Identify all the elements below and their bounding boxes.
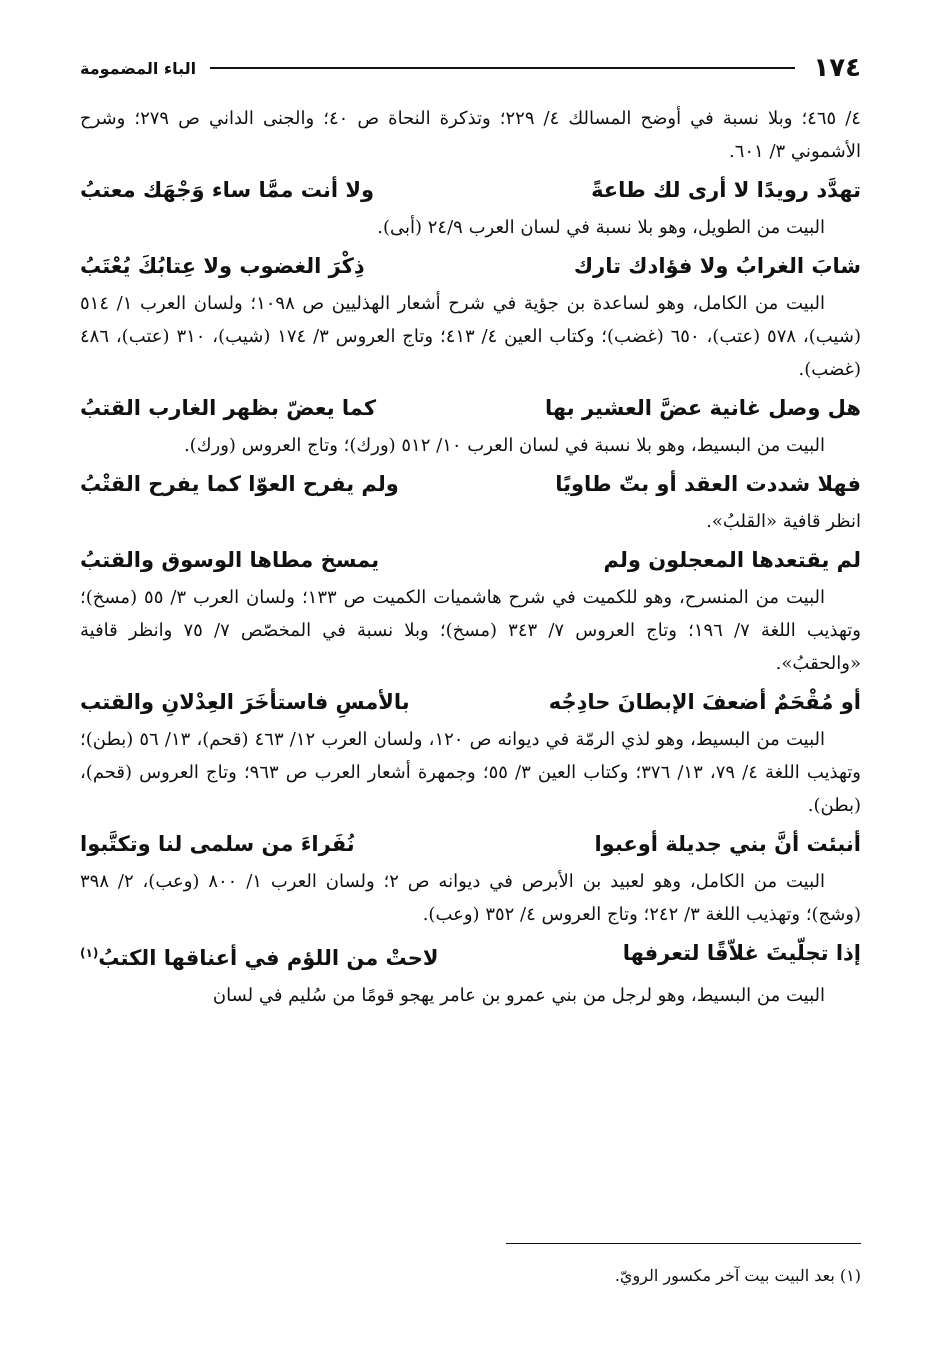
verse-first-text: إذا تجلّيتَ غلاّقًا لتعرفها [622, 941, 861, 965]
verse-first-hemistich: هل وصل غانية عضَّ العشير بها [545, 396, 861, 420]
footnote-marker[interactable]: (١) [80, 946, 99, 960]
verse-first-hemistich: لم يقتعدها المعجلون ولم [603, 548, 861, 572]
verse-second-hemistich [80, 938, 439, 973]
verse-first-hemistich: أو مُقْحَمٌ أضعفَ الإبطانَ حادِجُه [548, 690, 861, 714]
verse-first-hemistich [623, 938, 861, 973]
verse-line [80, 469, 861, 499]
verse-line [80, 829, 861, 859]
verse-line [80, 687, 861, 717]
verse-second-hemistich: كما يعضّ بظهر الغارب القتبُ [80, 396, 377, 420]
verse-second-hemistich: نُفَراءَ من سلمى لنا وتكتَّبوا [80, 832, 355, 856]
footnote-rule [506, 1243, 861, 1244]
verse-second-hemistich: ذِكْرَ الغضوب ولا عِتابُكَ يُعْتَبُ [80, 254, 365, 278]
footnote-area [80, 1243, 861, 1290]
verse-first-hemistich: تهدَّد رويدًا لا أرى لك طاعةً [591, 178, 861, 202]
commentary: البيت من المنسرح، وهو للكميت في شرح هاشميات الكميت ص ١٣٣؛ ولسان العرب ٣/ ٥٥ (مسخ)؛ وتهذيب اللغة ٧/ ١٩٦؛ وتاج العروس ٧/ ٣٤٣ (مسخ)؛ وبلا نسبة في المخصّص ٧/ ٧٥ وانظر قافية «والحقبُ». [80, 587, 861, 674]
footnote: (١) بعد البيت بيت آخر مكسور الرويّ. [614, 1266, 861, 1285]
verse-first-hemistich: أنبئت أنَّ بني جديلة أوعبوا [594, 832, 861, 856]
verse-second-hemistich: بالأمسِ فاستأخَرَ العِدْلانِ والقتب [80, 690, 410, 714]
verse-second-hemistich: ولا أنت ممَّا ساء وَجْهَك معتبُ [80, 178, 375, 202]
verse-second-text: لاحتْ من اللؤم في أعناقها الكتبُ [98, 946, 439, 970]
commentary: البيت من البسيط، وهو بلا نسبة في لسان العرب ١٠/ ٥١٢ (ورك)؛ وتاج العروس (ورك). [183, 435, 825, 456]
verse-line [80, 393, 861, 423]
verse-second-hemistich: ولم يفرح العوّا كما يفرح القتْبُ [80, 472, 399, 496]
verse-second-hemistich: يمسخ مطاها الوسوق والقتبُ [80, 548, 380, 572]
section-title: الباء المضمومة [80, 58, 197, 78]
page-header [80, 50, 861, 86]
commentary: البيت من البسيط، وهو لذي الرمّة في ديوانه ص ١٢٠، ولسان العرب ١٢/ ٤٦٣ (قحم)، ١٣/ ٥٦ (بطن)؛ وتهذيب اللغة ٤/ ٧٩، ١٣/ ٣٧٦؛ وكتاب العين ٣/ ٥٥؛ وجمهرة أشعار العرب ص ٩٦٣؛ وتاج العروس (قحم)، (بطن). [80, 729, 861, 816]
commentary: ٤/ ٤٦٥؛ وبلا نسبة في أوضح المسالك ٤/ ٢٢٩؛ وتذكرة النحاة ص ٤٠؛ والجنى الداني ص ٢٧٩؛ وشرح الأشموني ٣/ ٦٠١. [80, 108, 861, 162]
verse-line [80, 175, 861, 205]
page-number: ١٧٤ [813, 53, 861, 83]
commentary: البيت من الكامل، وهو لساعدة بن جؤية في شرح أشعار الهذليين ص ١٠٩٨؛ ولسان العرب ١/ ٥١٤ (شيب)، ٥٧٨ (عتب)، ٦٥٠ (غضب)؛ وكتاب العين ٤/ ٤١٣؛ وتاج العروس ٣/ ١٧٤ (شيب)، ٣١٠ (عتب)، ٤٨٦ (غضب). [80, 293, 861, 380]
page-content [80, 102, 861, 1012]
commentary: البيت من الطويل، وهو بلا نسبة في لسان العرب ٢٤/٩ (أبى). [377, 217, 825, 238]
verse-first-hemistich: شابَ الغرابُ ولا فؤادك تارك [573, 254, 861, 278]
commentary: انظر قافية «القلبُ». [706, 511, 861, 532]
commentary: البيت من الكامل، وهو لعبيد بن الأبرص في ديوانه ص ٢؛ ولسان العرب ١/ ٨٠٠ (وعب)، ٢/ ٣٩٨ (وشج)؛ وتهذيب اللغة ٣/ ٢٤٢؛ وتاج العروس ٤/ ٣٥٢ (وعب). [80, 871, 861, 925]
verse-line [80, 938, 861, 973]
verse-line [80, 545, 861, 575]
commentary: البيت من البسيط، وهو لرجل من بني عمرو بن عامر يهجو قومًا من سُليم في لسان [212, 985, 825, 1006]
verse-line [80, 251, 861, 281]
verse-first-hemistich: فهلا شددت العقد أو بتّ طاويًا [555, 472, 861, 496]
header-rule [210, 67, 795, 69]
